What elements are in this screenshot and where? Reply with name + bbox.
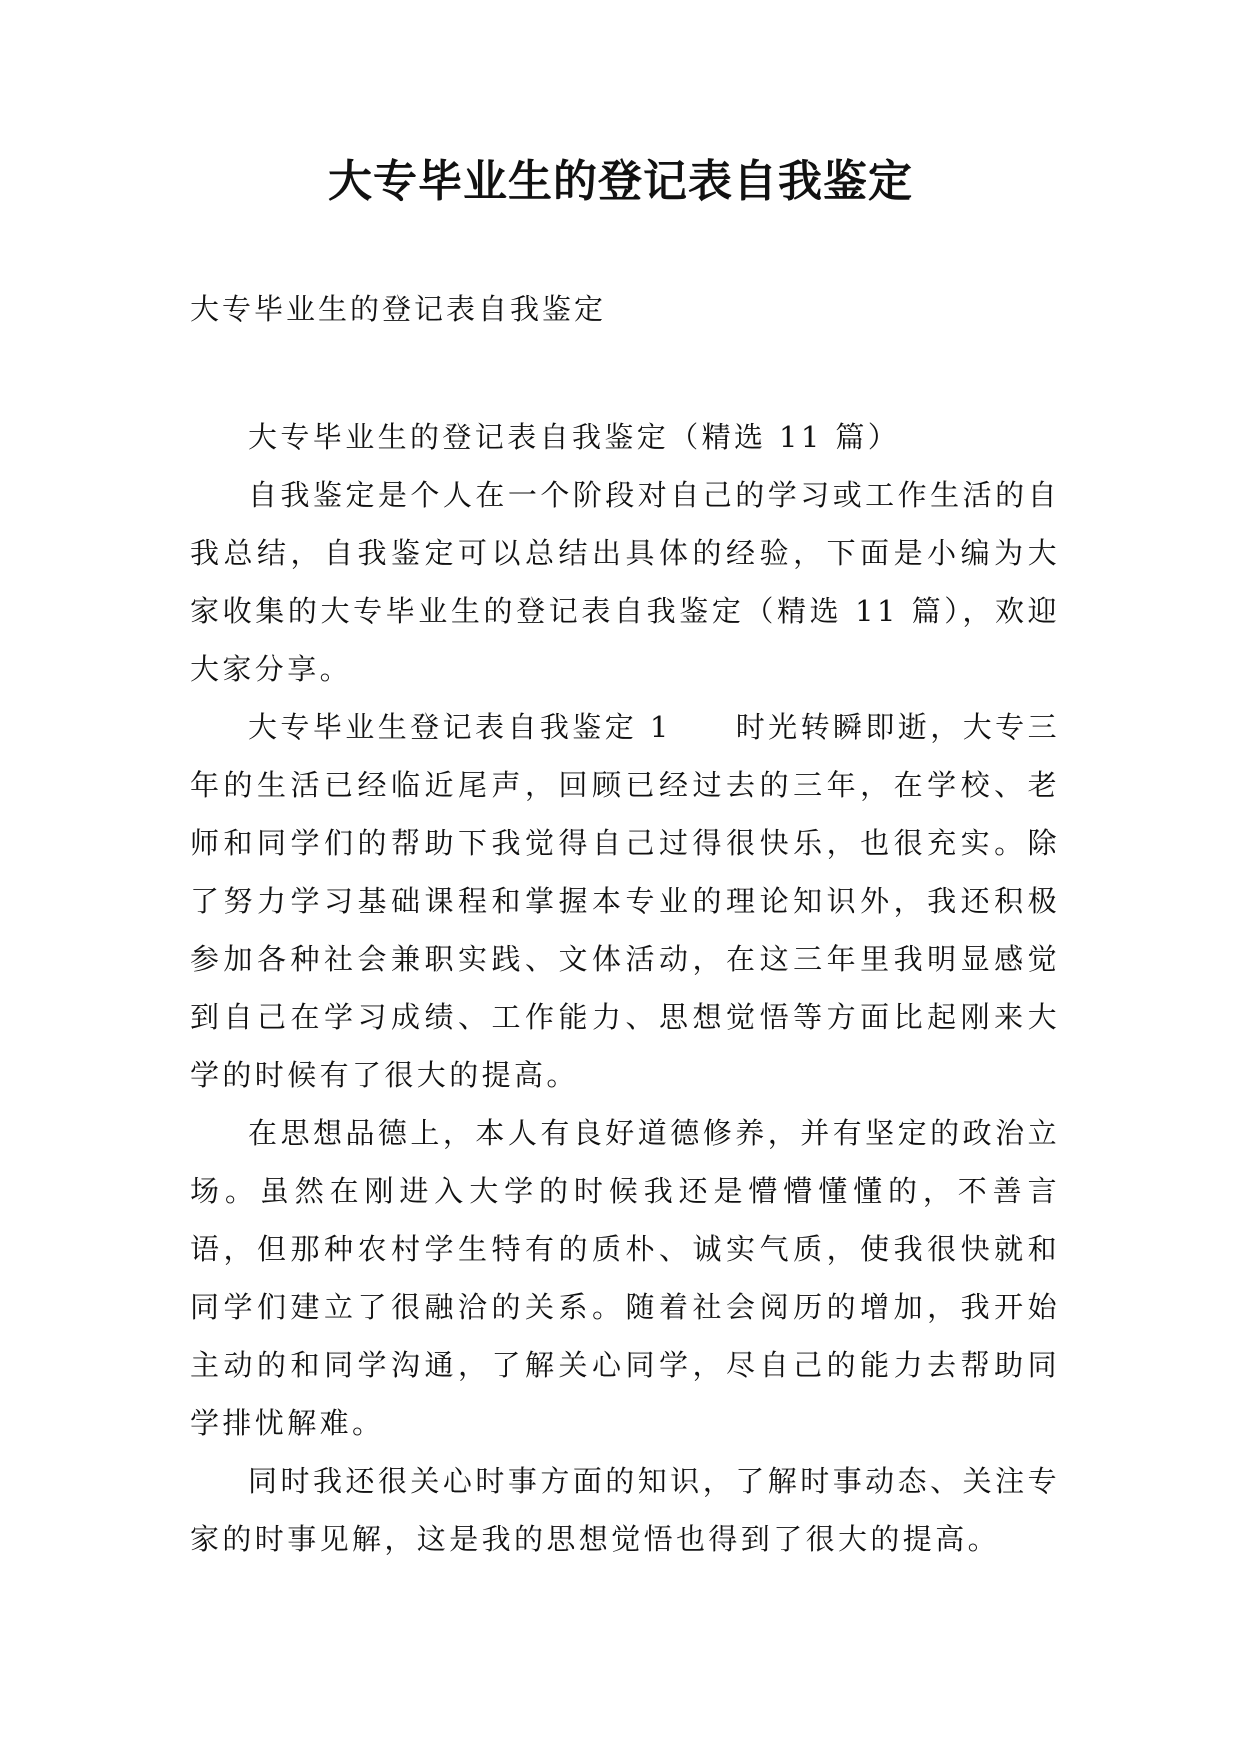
paragraph-introduction: 自我鉴定是个人在一个阶段对自己的学习或工作生活的自我总结，自我鉴定可以总结出具体的经验，下面是小编为大家收集的大专毕业生的登记表自我鉴定（精选 11 篇），欢迎大家分享。 — [190, 478, 1060, 686]
paragraph-section-1 — [190, 698, 1060, 1104]
paragraph-moral-character: 在思想品德上，本人有良好道德修养，并有坚定的政治立场。虽然在刚进入大学的时候我还是懵懵懂懂的，不善言语，但那种农村学生特有的质朴、诚实气质，使我很快就和同学们建立了很融洽的关系。随着社会阅历的增加，我开始主动的和同学沟通，了解关心同学，尽自己的能力去帮助同学排忧解难。 — [190, 1116, 1060, 1440]
paragraph-selection-note: 大专毕业生的登记表自我鉴定（精选 11 篇） — [248, 420, 901, 454]
document-body — [190, 408, 1060, 1568]
section-1-text: 时光转瞬即逝，大专三年的生活已经临近尾声，回顾已经过去的三年，在学校、老师和同学们的帮助下我觉得自己过得很快乐，也很充实。除了努力学习基础课程和掌握本专业的理论知识外，我还积极参加各种社会兼职实践、文体活动，在这三年里我明显感觉到自己在学习成绩、工作能力、思想觉悟等方面比起刚来大学的时候有了很大的提高。 — [190, 710, 1060, 1092]
section-1-heading: 大专毕业生登记表自我鉴定 1 — [248, 710, 672, 744]
paragraph-current-affairs: 同时我还很关心时事方面的知识，了解时事动态、关注专家的时事见解，这是我的思想觉悟也得到了很大的提高。 — [190, 1464, 1060, 1556]
document-title: 大专毕业生的登记表自我鉴定 — [328, 156, 913, 207]
document-subheading: 大专毕业生的登记表自我鉴定 — [190, 292, 607, 326]
